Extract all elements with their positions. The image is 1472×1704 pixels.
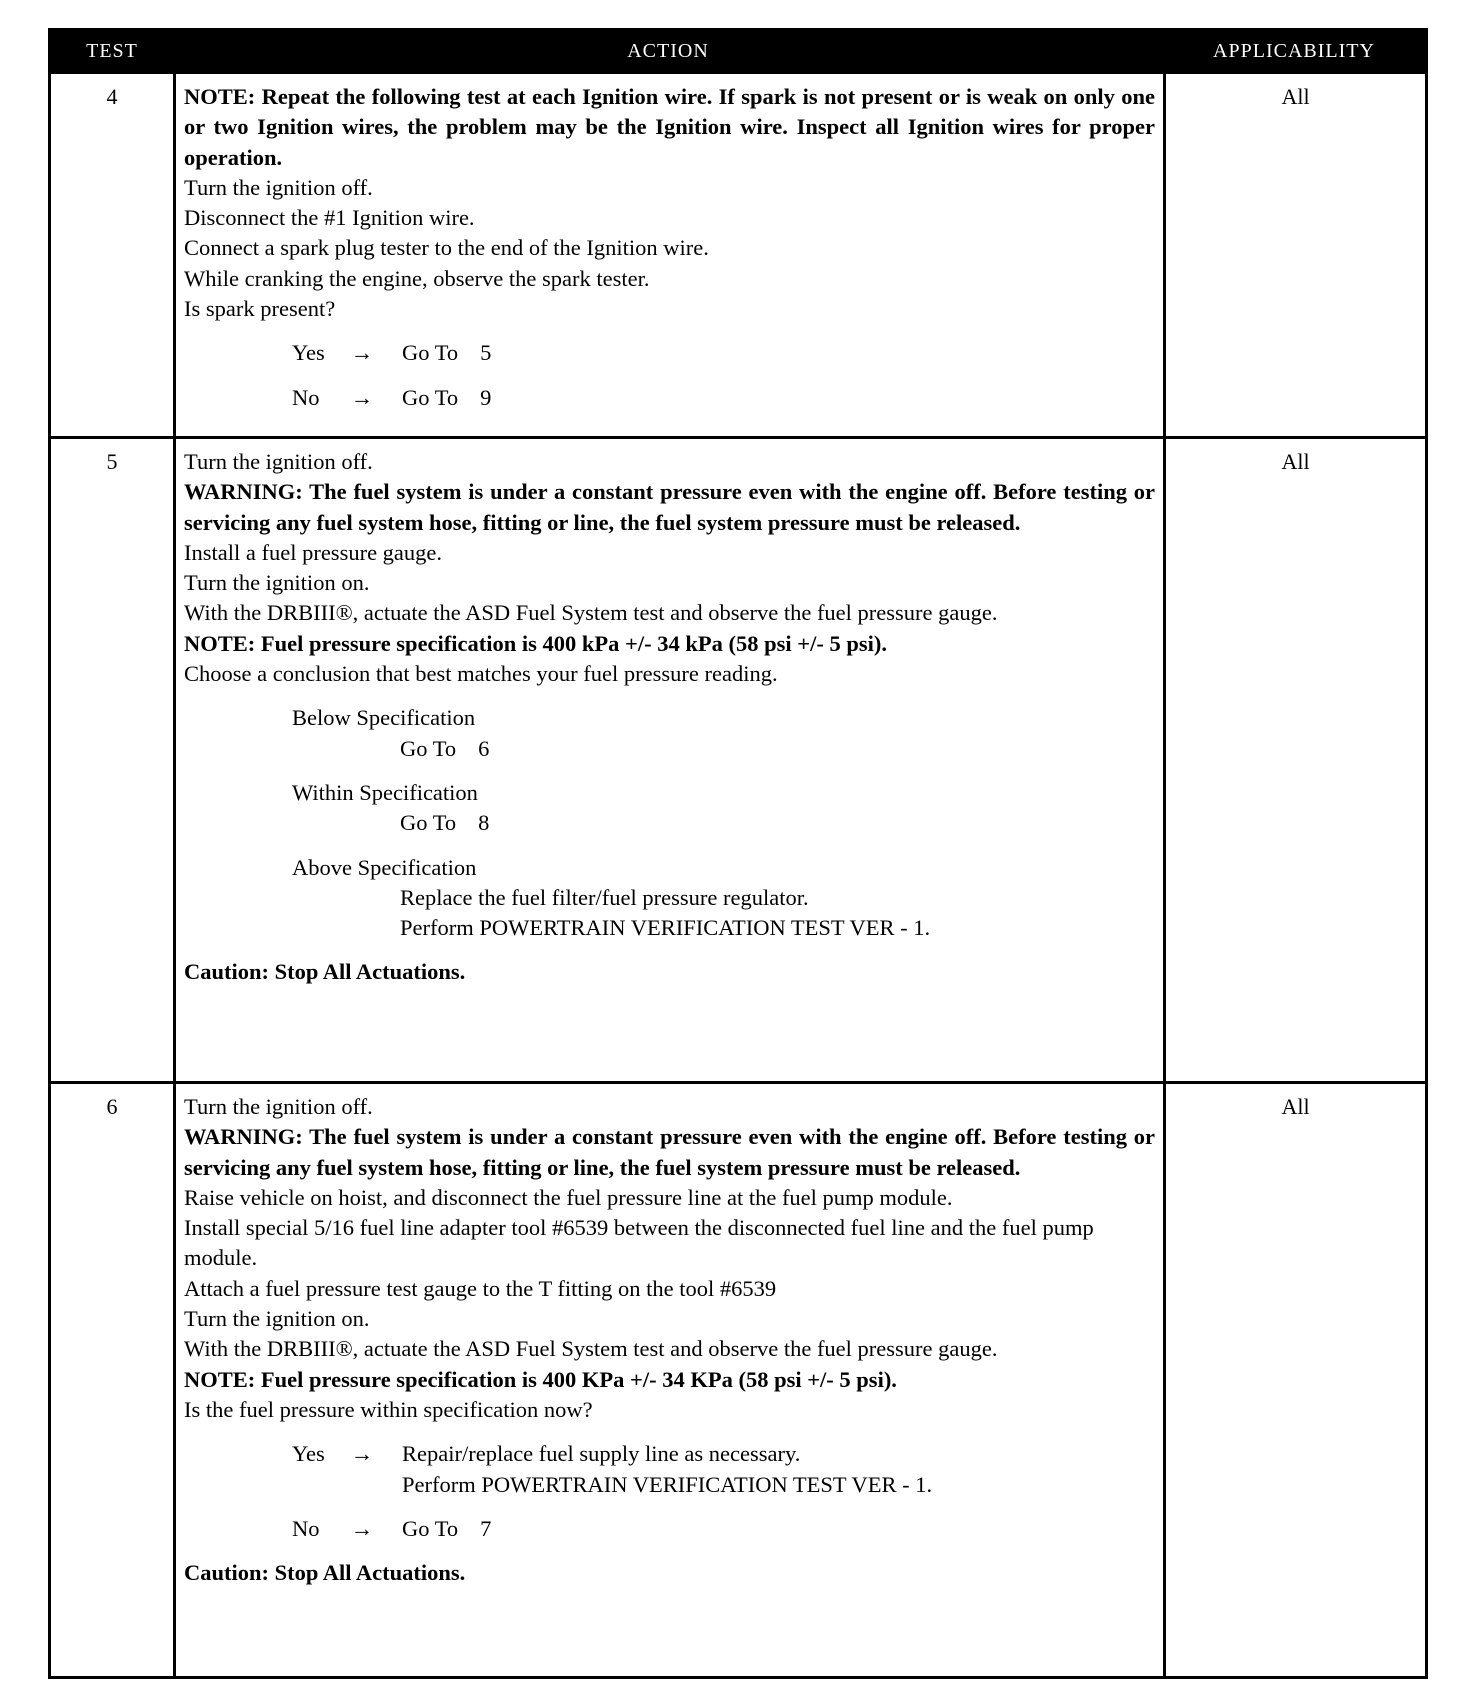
action-cell xyxy=(176,1084,1166,1676)
yes-label: Yes xyxy=(292,1441,325,1467)
goto-number: 8 xyxy=(478,810,490,836)
warning: WARNING: The fuel system is under a constant pressure even with the engine off. Before testing or servicing any fuel system hose, fitting or line, the fuel system pressure must be released. xyxy=(184,1124,1155,1180)
arrow-icon: → xyxy=(350,340,374,366)
goto-label: Go To xyxy=(402,340,459,366)
header-applicability: APPLICABILITY xyxy=(1213,39,1375,62)
no-branch xyxy=(184,383,1155,413)
above-spec-label: Above Specification xyxy=(292,854,477,880)
caution: Caution: Stop All Actuations. xyxy=(184,1560,466,1586)
no-branch xyxy=(184,1514,1155,1544)
test-number: 6 xyxy=(51,1084,176,1676)
goto-number: 5 xyxy=(480,340,492,366)
yes-label: Yes xyxy=(292,340,325,366)
below-spec-goto xyxy=(184,734,1155,764)
step: Raise vehicle on hoist, and disconnect the fuel pressure line at the fuel pump module. xyxy=(184,1184,953,1210)
caution: Caution: Stop All Actuations. xyxy=(184,959,466,985)
action-cell xyxy=(176,439,1166,1081)
within-spec-goto xyxy=(184,808,1155,838)
step: Install a fuel pressure gauge. xyxy=(184,539,443,565)
applicability: All xyxy=(1281,449,1310,474)
goto-number: 9 xyxy=(480,384,492,410)
arrow-icon: → xyxy=(350,1441,374,1467)
applicability: All xyxy=(1281,84,1310,109)
header-action: ACTION xyxy=(627,39,709,62)
step: While cranking the engine, observe the spark tester. xyxy=(184,265,650,291)
step: Turn the ignition off. xyxy=(184,1094,373,1119)
step: Turn the ignition on. xyxy=(184,1306,370,1332)
applicability: All xyxy=(1281,1094,1310,1119)
step: With the DRBIII®, actuate the ASD Fuel System test and observe the fuel pressure gauge. xyxy=(184,1336,998,1362)
note: NOTE: Fuel pressure specification is 400 KPa +/- 34 KPa (58 psi +/- 5 psi). xyxy=(184,1366,897,1392)
yes-verify: Perform POWERTRAIN VERIFICATION TEST VER - 1. xyxy=(402,1471,933,1497)
warning: WARNING: The fuel system is under a constant pressure even with the engine off. Before testing or servicing any fuel system hose, fitting or line, the fuel system pressure must be released. xyxy=(184,479,1155,535)
table-row-test-4 xyxy=(51,71,1425,436)
arrow-icon: → xyxy=(350,1515,374,1541)
no-label: No xyxy=(292,1515,320,1541)
action-cell xyxy=(176,74,1166,436)
goto-number: 7 xyxy=(480,1515,492,1541)
test-number: 4 xyxy=(51,74,176,436)
note: NOTE: Fuel pressure specification is 400 kPa +/- 34 kPa (58 psi +/- 5 psi). xyxy=(184,630,887,656)
yes-action: Repair/replace fuel supply line as necessary. xyxy=(402,1441,801,1467)
below-spec-label: Below Specification xyxy=(292,705,476,731)
goto-number: 6 xyxy=(478,735,490,761)
step: Disconnect the #1 Ignition wire. xyxy=(184,205,475,231)
question: Is spark present? xyxy=(184,296,336,322)
above-spec-verify: Perform POWERTRAIN VERIFICATION TEST VER - 1. xyxy=(400,915,931,941)
test-number: 5 xyxy=(51,439,176,1081)
above-spec-action: Replace the fuel filter/fuel pressure regulator. xyxy=(400,884,809,910)
step: Attach a fuel pressure test gauge to the T fitting on the tool #6539 xyxy=(184,1275,777,1301)
goto-label: Go To xyxy=(402,1515,459,1541)
step: Turn the ignition off. xyxy=(184,174,373,200)
note: NOTE: Repeat the following test at each Ignition wire. If spark is not present or is weak on only one or two Ignition wires, the problem may be the Ignition wire. Inspect all Ignition wires for proper operation. xyxy=(184,84,1155,170)
diagnostic-table xyxy=(48,28,1428,1679)
arrow-icon: → xyxy=(350,384,374,410)
table-row-test-5 xyxy=(51,436,1425,1081)
prompt: Is the fuel pressure within specification now? xyxy=(184,1396,593,1422)
goto-label: Go To xyxy=(400,810,457,836)
yes-branch xyxy=(184,338,1155,368)
step: Install special 5/16 fuel line adapter tool #6539 between the disconnected fuel line and the fuel pump module. xyxy=(184,1215,1094,1271)
step: With the DRBIII®, actuate the ASD Fuel System test and observe the fuel pressure gauge. xyxy=(184,600,998,626)
step: Turn the ignition on. xyxy=(184,570,370,596)
table-row-test-6 xyxy=(51,1081,1425,1676)
no-label: No xyxy=(292,384,320,410)
header-test: TEST xyxy=(86,39,138,62)
within-spec-label: Within Specification xyxy=(292,779,478,805)
step: Turn the ignition off. xyxy=(184,449,373,474)
step: Connect a spark plug tester to the end of the Ignition wire. xyxy=(184,235,709,261)
goto-label: Go To xyxy=(402,384,459,410)
yes-branch xyxy=(184,1439,1155,1469)
prompt: Choose a conclusion that best matches your fuel pressure reading. xyxy=(184,661,778,687)
table-header xyxy=(51,31,1425,71)
goto-label: Go To xyxy=(400,735,457,761)
